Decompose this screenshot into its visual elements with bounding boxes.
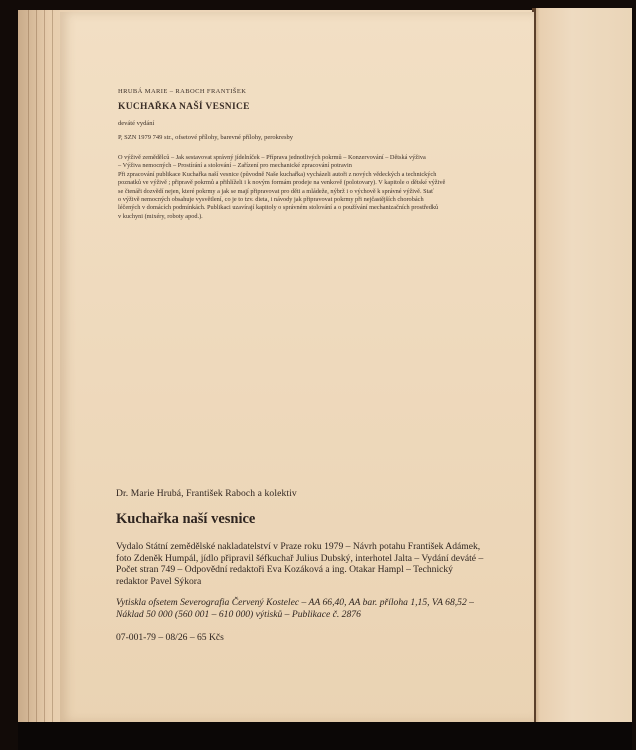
annotation-line: O výživě zemědělců – Jak sestavovat správný jídelníček – Příprava jednotlivých pokrmů – Konzervování – Dětská výživa [118,154,426,161]
page-edge-line [44,10,45,728]
catalog-authors: HRUBÁ MARIE – RABOCH FRANTIŠEK [118,88,247,95]
page-edge-line [28,10,29,728]
imprint-detail-line: foto Zdeněk Humpál, jídlo připravil šéfkuchař Julius Dubský, interhotel Jalta – Vydání deváté – [116,552,484,564]
imprint-detail-line: redaktor Pavel Sýkora [116,575,202,587]
annotation-line: – Výživa nemocných – Prostírání a stolování – Zařízení pro mechanické zpracování potravin [118,162,352,170]
imprint-detail-line: Vydalo Státní zemědělské nakladatelství v Praze roku 1979 – Návrh potahu František Adámek, [116,541,481,552]
annotation-line: o výživě nemocných obsahuje vysvětlení, co je to tzv. dieta, i návody jak připravovat pokrmy při nejčastějších chorobách [118,196,424,204]
imprint-print-line: Vytiskla ofsetem Severografia Červený Kostelec – AA 66,40, AA bar. příloha 1,15, VA 68,52 – [116,597,474,609]
annotation-line: v kuchyni (mixéry, roboty apod.). [118,212,203,220]
imprint-title: Kuchařka naší vesnice [116,511,256,527]
right-endpaper [532,8,632,730]
annotation-line: léčených v domácích podmínkách. Publikaci uzavírají kapitoly o správném stolování a o používání mechanizačních prostředků [118,204,439,212]
annotation-line: poznatků ve výživě ; připravě pokrmů a přihlíželi i k novým formám prodeje na venkově (polotovary). V kapitole o dětské výživě [118,179,446,187]
imprint-print-line: Náklad 50 000 (560 001 – 610 000) výtisků – Publikace č. 2876 [116,608,361,620]
catalog-title: KUCHAŘKA NAŠÍ VESNICE [118,102,250,112]
catalog-card [118,88,524,221]
imprint-print-info [116,597,536,620]
catalog-publisher-line: P, SZN 1979 749 str., ofsetové přílohy, barevné přílohy, perokresby [118,134,293,141]
page-edge-line [36,10,37,728]
imprint-code: 07-001-79 – 08/26 – 65 Kčs [116,631,224,643]
page-edge-line [52,10,53,728]
book-page [60,12,534,722]
annotation-line: Při zpracování publikace Kuchařka naší vesnice (původně Naše kuchařka) vycházeli autoři z nových vědeckých a technických [118,170,437,178]
catalog-annotation [118,154,524,221]
annotation-line: se čtenáři dozvědí nejen, které pokrmy a jak se mají připravovat pro děti a mládeže, nýbrž i o výchově k správné výživě. Stať [118,187,434,195]
imprint-authors: Dr. Marie Hrubá, František Raboch a kolektiv [116,488,297,499]
catalog-edition: deváté vydání [118,120,155,127]
bottom-shadow [18,722,632,750]
imprint-detail-line: Počet stran 749 – Odpovědní redaktoři Eva Kozáková a ing. Otakar Hampl – Technický [116,564,453,576]
imprint-details [116,541,536,587]
imprint-block [116,488,536,643]
